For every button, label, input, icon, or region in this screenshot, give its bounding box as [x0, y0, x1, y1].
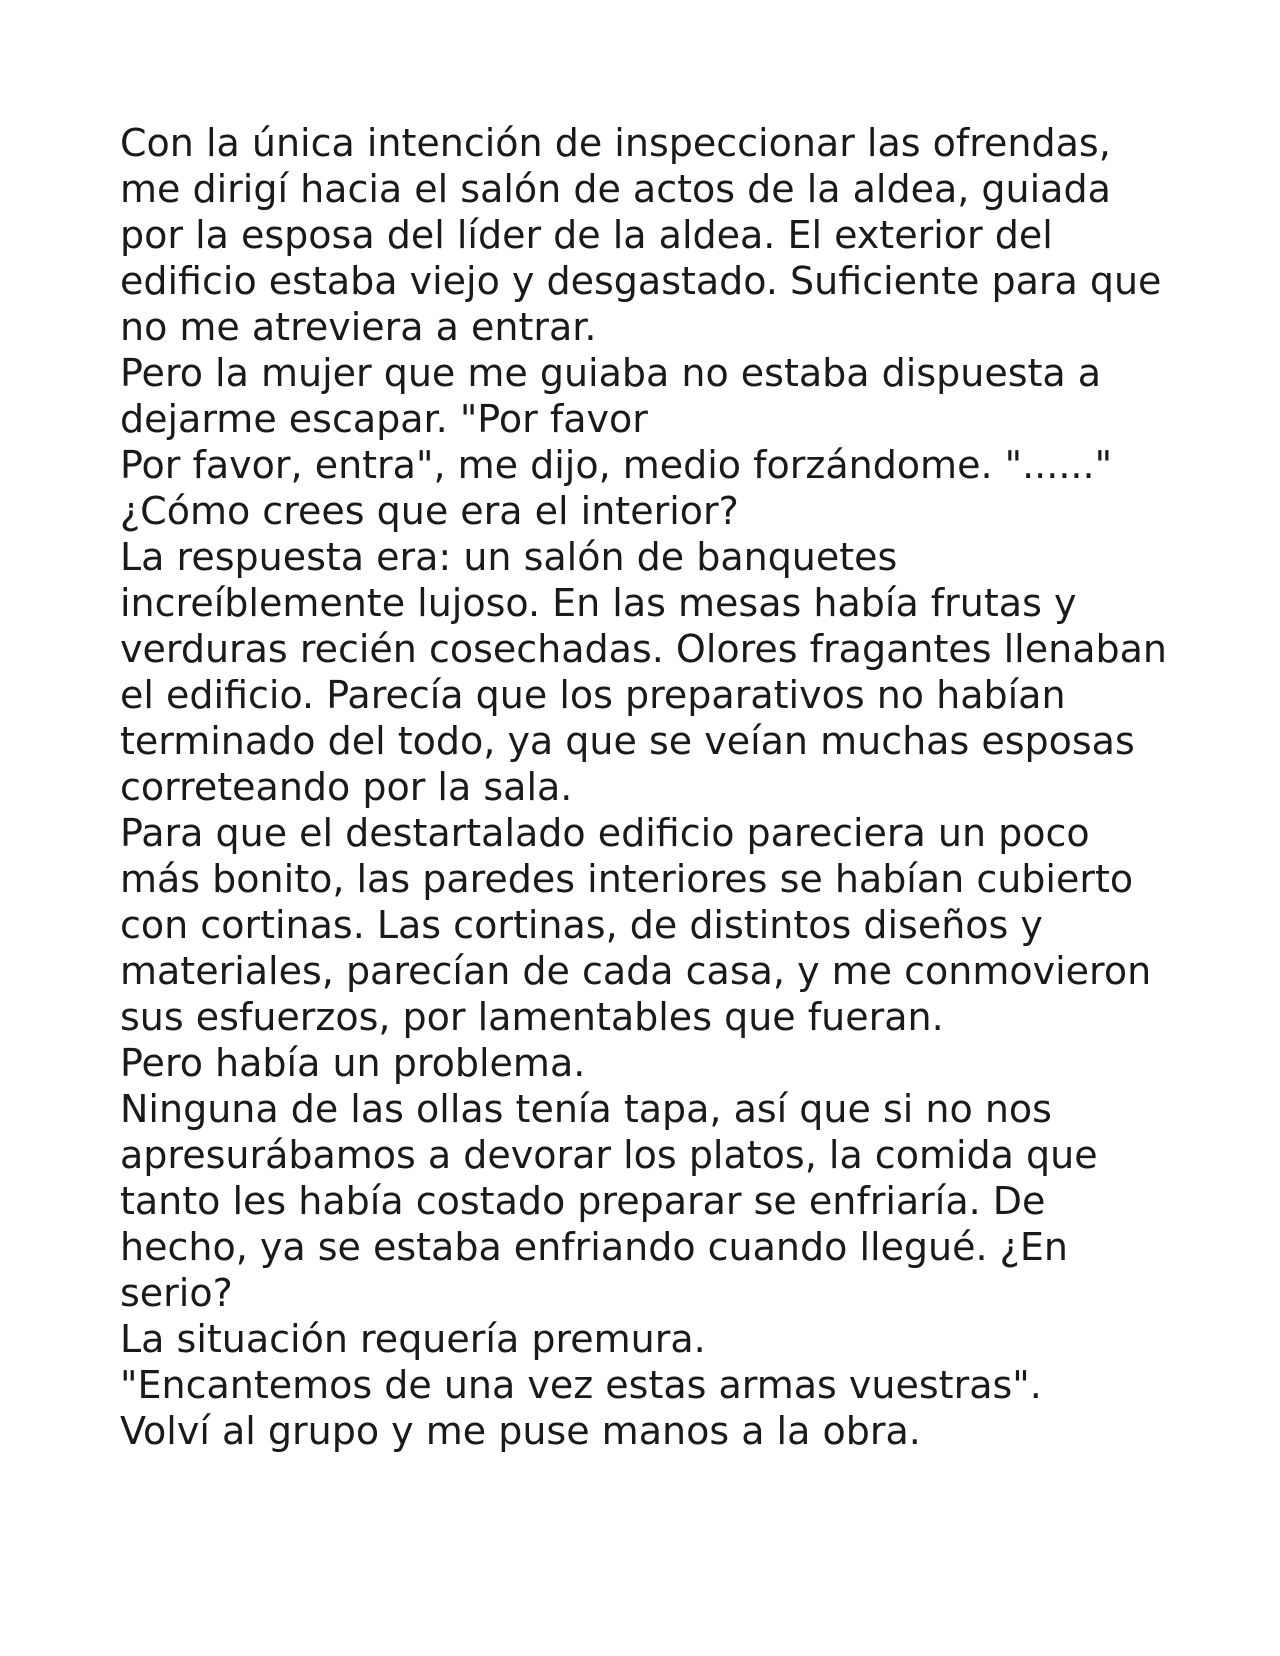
text-line: correteando por la sala.	[120, 765, 573, 809]
text-line: el edificio. Parecía que los preparativos no habían	[120, 673, 1066, 717]
text-line: más bonito, las paredes interiores se habían cubierto	[120, 857, 1134, 901]
text-line: ¿Cómo crees que era el interior?	[120, 489, 739, 533]
text-line: Pero había un problema.	[120, 1041, 586, 1085]
text-line: Con la única intención de inspeccionar las ofrendas,	[120, 121, 1111, 165]
text-line: tanto les había costado preparar se enfriaría. De	[120, 1179, 1046, 1223]
text-line: me dirigí hacia el salón de actos de la aldea, guiada	[120, 167, 1111, 211]
text-line: por la esposa del líder de la aldea. El exterior del	[120, 213, 1053, 257]
text-line: La respuesta era: un salón de banquetes	[120, 535, 898, 579]
text-line: Volví al grupo y me puse manos a la obra.	[120, 1409, 921, 1453]
text-line: materiales, parecían de cada casa, y me conmovieron	[120, 949, 1152, 993]
text-line: dejarme escapar. "Por favor	[120, 397, 648, 441]
text-line: hecho, ya se estaba enfriando cuando llegué. ¿En	[120, 1225, 1068, 1269]
text-line: Por favor, entra", me dijo, medio forzándome. "......"	[120, 443, 1113, 487]
text-line: con cortinas. Las cortinas, de distintos diseños y	[120, 903, 1043, 947]
text-line: Ninguna de las ollas tenía tapa, así que si no nos	[120, 1087, 1052, 1131]
text-line: Para que el destartalado edificio pareciera un poco	[120, 811, 1090, 855]
text-line: La situación requería premura.	[120, 1317, 706, 1361]
text-line: apresurábamos a devorar los platos, la comida que	[120, 1133, 1098, 1177]
text-line: terminado del todo, ya que se veían muchas esposas	[120, 719, 1135, 763]
text-line: verduras recién cosechadas. Olores fragantes llenaban	[120, 627, 1167, 671]
text-line: Pero la mujer que me guiaba no estaba dispuesta a	[120, 351, 1102, 395]
text-line: increíblemente lujoso. En las mesas había frutas y	[120, 581, 1077, 625]
text-line: "Encantemos de una vez estas armas vuestras".	[120, 1363, 1042, 1407]
text-line: serio?	[120, 1271, 233, 1315]
text-line: edificio estaba viejo y desgastado. Suficiente para que	[120, 259, 1162, 303]
story-text	[120, 120, 1200, 1454]
text-line: sus esfuerzos, por lamentables que fueran.	[120, 995, 944, 1039]
text-line: no me atreviera a entrar.	[120, 305, 597, 349]
